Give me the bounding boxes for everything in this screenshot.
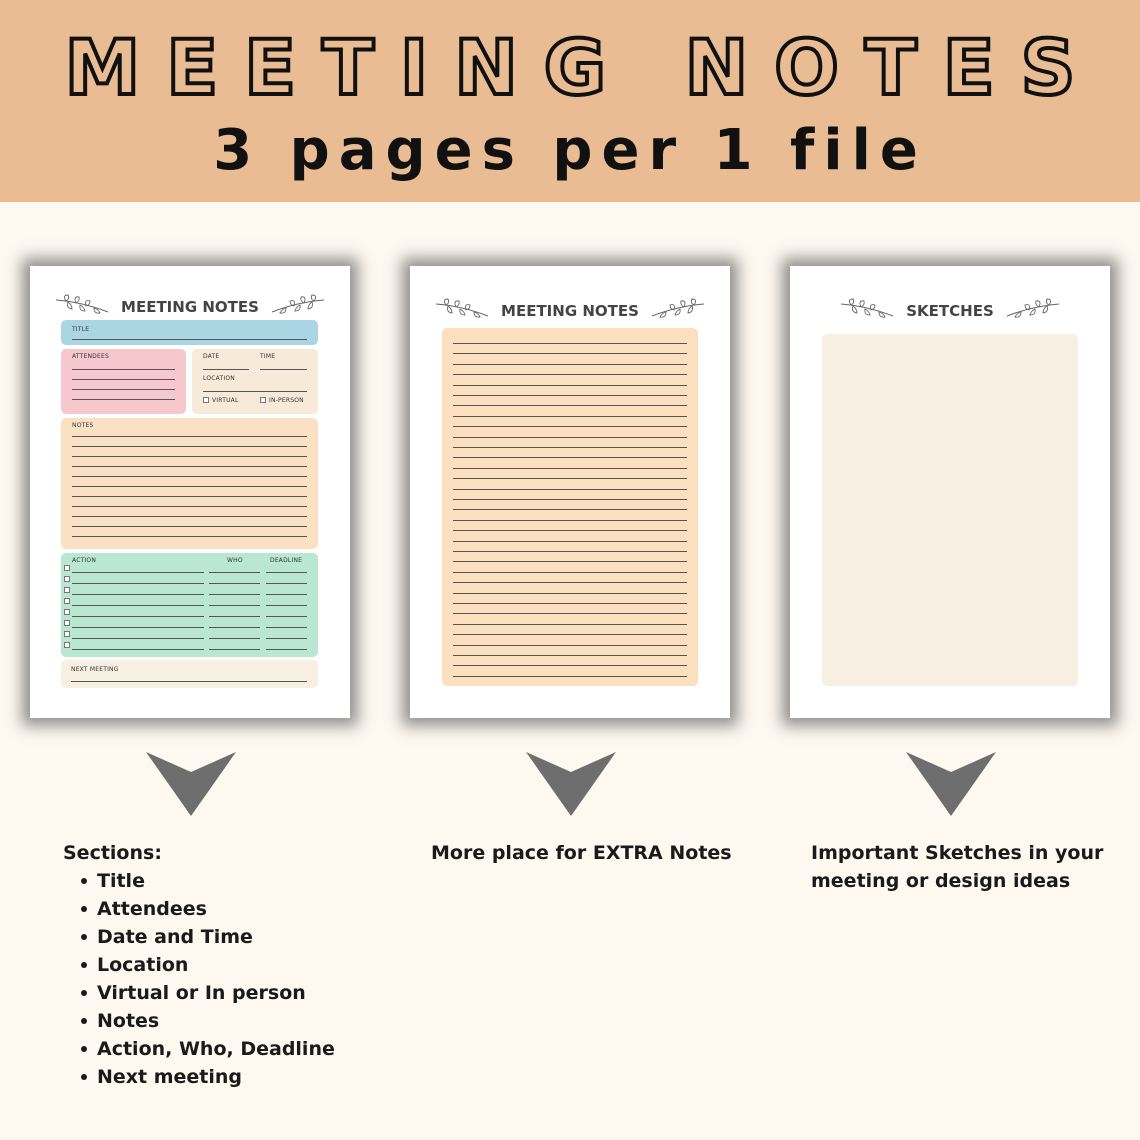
action-line <box>72 649 204 650</box>
laurel-right-icon <box>270 294 326 320</box>
who-line <box>209 583 260 584</box>
sections-list <box>63 867 393 1091</box>
action-checkbox[interactable] <box>64 642 70 648</box>
attendees-section <box>61 349 186 414</box>
inperson-label: IN-PERSON <box>269 397 304 404</box>
time-line <box>260 369 307 370</box>
notes-line <box>72 536 307 537</box>
notes-line <box>72 446 307 447</box>
ruled-line <box>453 405 687 406</box>
ruled-line <box>453 364 687 365</box>
notes-line <box>72 496 307 497</box>
laurel-left-icon <box>839 298 895 324</box>
ruled-line <box>453 645 687 646</box>
deadline-line <box>266 649 307 650</box>
notes-line <box>72 516 307 517</box>
deadline-line <box>266 594 307 595</box>
laurel-right-icon <box>650 298 706 324</box>
notes-label: NOTES <box>72 422 94 429</box>
sketches-caption-line: meeting or design ideas <box>811 870 1071 892</box>
page-preview-extra-notes <box>410 266 730 718</box>
ruled-line <box>453 520 687 521</box>
banner-subtitle: 3 pages per 1 file <box>213 118 927 183</box>
ruled-line <box>453 551 687 552</box>
list-item: Virtual or In person <box>79 979 393 1007</box>
banner <box>0 0 1140 202</box>
action-checkbox[interactable] <box>64 565 70 571</box>
ruled-line <box>453 437 687 438</box>
virtual-label: VIRTUAL <box>212 397 239 404</box>
ruled-line <box>453 541 687 542</box>
ruled-line <box>453 457 687 458</box>
ruled-line <box>453 613 687 614</box>
page-header <box>410 298 730 324</box>
ruled-line <box>453 509 687 510</box>
location-line <box>203 391 307 392</box>
laurel-right-icon <box>1005 298 1061 324</box>
ruled-line <box>453 572 687 573</box>
action-line <box>72 616 204 617</box>
list-item: Action, Who, Deadline <box>79 1035 393 1063</box>
inperson-checkbox[interactable] <box>260 397 266 403</box>
next-meeting-label: NEXT MEETING <box>71 666 119 673</box>
next-meeting-section <box>61 660 318 688</box>
sketches-caption <box>811 839 1121 895</box>
attendees-line <box>72 399 175 400</box>
list-item: Notes <box>79 1007 393 1035</box>
action-line <box>72 638 204 639</box>
deadline-line <box>266 583 307 584</box>
action-line <box>72 627 204 628</box>
sketches-caption-line: Important Sketches in your <box>811 842 1104 864</box>
notes-line <box>72 506 307 507</box>
attendees-label: ATTENDEES <box>72 353 109 360</box>
who-label: WHO <box>227 557 243 564</box>
deadline-line <box>266 638 307 639</box>
page-header-text: SKETCHES <box>906 302 994 320</box>
who-line <box>209 605 260 606</box>
attendees-line <box>72 379 175 380</box>
page-header-text: MEETING NOTES <box>501 302 639 320</box>
action-checkbox[interactable] <box>64 587 70 593</box>
datetime-location-section <box>192 349 318 414</box>
action-label: ACTION <box>72 557 97 564</box>
notes-line <box>72 466 307 467</box>
ruled-line <box>453 385 687 386</box>
page-header-text: MEETING NOTES <box>121 298 259 316</box>
extra-notes-caption: More place for EXTRA Notes <box>431 842 732 864</box>
lined-notes-area <box>442 328 698 686</box>
ruled-line <box>453 582 687 583</box>
action-checkbox[interactable] <box>64 576 70 582</box>
title-line <box>72 339 307 340</box>
action-line <box>72 594 204 595</box>
action-checkbox[interactable] <box>64 598 70 604</box>
ruled-line <box>453 676 687 677</box>
notes-line <box>72 526 307 527</box>
down-arrow-icon <box>146 752 236 820</box>
deadline-line <box>266 627 307 628</box>
action-line <box>72 583 204 584</box>
who-line <box>209 638 260 639</box>
who-line <box>209 627 260 628</box>
sections-caption <box>63 839 393 1091</box>
page-preview-sketches <box>790 266 1110 718</box>
ruled-line <box>453 395 687 396</box>
virtual-checkbox[interactable] <box>203 397 209 403</box>
notes-line <box>72 436 307 437</box>
page-preview-meeting-notes <box>30 266 350 718</box>
down-arrow-icon <box>906 752 996 820</box>
ruled-line <box>453 489 687 490</box>
action-checkbox[interactable] <box>64 631 70 637</box>
who-line <box>209 616 260 617</box>
title-section <box>61 320 318 345</box>
ruled-line <box>453 634 687 635</box>
banner-title: MEETING NOTES <box>64 23 1102 112</box>
notes-line <box>72 476 307 477</box>
laurel-left-icon <box>434 298 490 324</box>
down-arrow-icon <box>526 752 616 820</box>
ruled-line <box>453 499 687 500</box>
who-line <box>209 649 260 650</box>
ruled-line <box>453 624 687 625</box>
deadline-line <box>266 616 307 617</box>
list-item: Date and Time <box>79 923 393 951</box>
ruled-line <box>453 603 687 604</box>
list-item: Next meeting <box>79 1063 393 1091</box>
action-section <box>61 553 318 657</box>
ruled-line <box>453 593 687 594</box>
ruled-line <box>453 374 687 375</box>
list-item: Attendees <box>79 895 393 923</box>
deadline-line <box>266 605 307 606</box>
ruled-line <box>453 426 687 427</box>
ruled-line <box>453 530 687 531</box>
title-label: TITLE <box>72 326 90 333</box>
notes-section <box>61 418 318 549</box>
page-header <box>790 298 1110 324</box>
next-meeting-line <box>71 681 307 682</box>
ruled-line <box>453 655 687 656</box>
ruled-line <box>453 353 687 354</box>
ruled-line <box>453 665 687 666</box>
date-label: DATE <box>203 353 220 360</box>
list-item: Location <box>79 951 393 979</box>
sketch-area <box>822 334 1078 686</box>
ruled-line <box>453 447 687 448</box>
date-line <box>203 369 249 370</box>
notes-line <box>72 456 307 457</box>
action-checkbox[interactable] <box>64 609 70 615</box>
list-item: Title <box>79 867 393 895</box>
location-label: LOCATION <box>203 375 235 382</box>
notes-line <box>72 486 307 487</box>
ruled-line <box>453 478 687 479</box>
laurel-left-icon <box>54 294 110 320</box>
who-line <box>209 572 260 573</box>
action-line <box>72 572 204 573</box>
time-label: TIME <box>260 353 276 360</box>
ruled-line <box>453 343 687 344</box>
deadline-label: DEADLINE <box>270 557 303 564</box>
action-checkbox[interactable] <box>64 620 70 626</box>
attendees-line <box>72 369 175 370</box>
action-line <box>72 605 204 606</box>
who-line <box>209 594 260 595</box>
attendees-line <box>72 389 175 390</box>
ruled-line <box>453 416 687 417</box>
sections-heading: Sections: <box>63 842 162 864</box>
ruled-line <box>453 561 687 562</box>
page-header <box>30 294 350 320</box>
deadline-line <box>266 572 307 573</box>
ruled-line <box>453 468 687 469</box>
